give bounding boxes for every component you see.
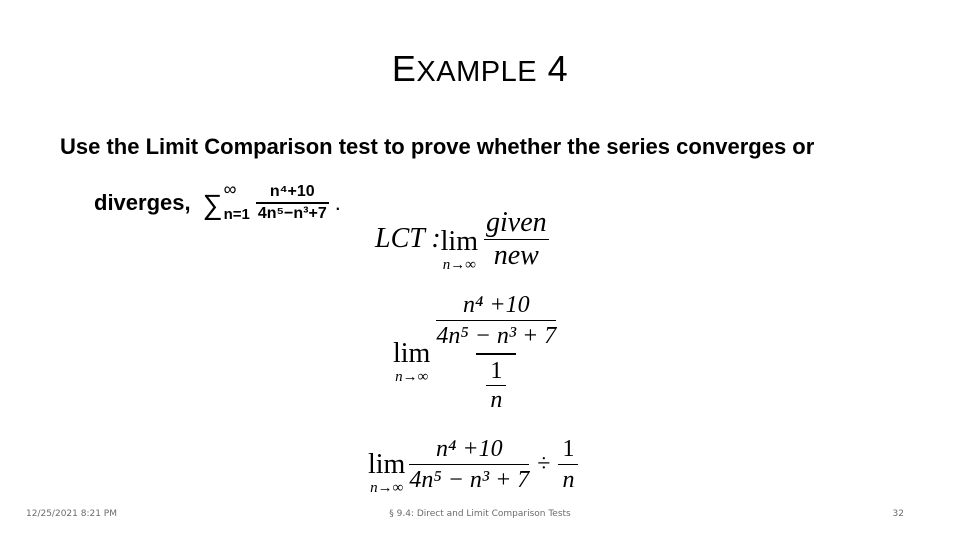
- lim-word: lim: [440, 226, 478, 257]
- numerator: n⁴ +10: [463, 292, 530, 318]
- divide-sign: ÷: [537, 450, 551, 477]
- lower-fraction: [486, 357, 506, 414]
- lim-word: lim: [393, 338, 431, 369]
- lim-operator: [368, 450, 405, 496]
- title-number: 4: [537, 48, 569, 89]
- numerator: n⁴ +10: [436, 435, 503, 462]
- title-initial: E: [391, 48, 417, 89]
- period: .: [334, 190, 341, 215]
- denominator: 4n⁵ − n³ + 7: [409, 466, 530, 493]
- series-denominator: 4n⁵−n³+7: [257, 205, 327, 222]
- sigma-symbol: ∑: [202, 189, 223, 220]
- footer-page-number: 32: [892, 509, 904, 519]
- division-fraction: [409, 434, 529, 495]
- one-numerator: 1: [562, 435, 575, 462]
- n-denominator: n: [562, 466, 575, 493]
- title-rest: XAMPLE: [416, 56, 538, 88]
- given-text: given: [485, 206, 547, 238]
- lim-subscript: n→∞: [395, 369, 429, 385]
- series-numerator: n⁴+10: [269, 183, 315, 200]
- lower-n: n: [490, 387, 503, 413]
- complex-fraction-expression: [393, 290, 556, 414]
- series-fraction: [256, 182, 329, 224]
- new-text: new: [493, 239, 539, 271]
- sigma-upper: ∞: [223, 179, 237, 199]
- sigma-limits: [223, 179, 250, 223]
- lct-expression: [375, 205, 549, 273]
- lim-word: lim: [368, 449, 406, 480]
- lim-operator: [393, 339, 430, 385]
- complex-fraction: [436, 290, 556, 414]
- problem-lead: diverges,: [94, 190, 191, 215]
- division-expression: [368, 432, 578, 496]
- lim-operator: [441, 227, 478, 273]
- one-over-n: [558, 434, 578, 495]
- footer-datetime: 12/25/2021 8:21 PM: [26, 509, 117, 519]
- slide-title: [0, 48, 960, 90]
- lim-subscript: n→∞: [442, 257, 476, 273]
- upper-fraction: [436, 290, 556, 351]
- main-fraction-bar: [476, 353, 516, 355]
- denominator: 4n⁵ − n³ + 7: [436, 323, 557, 349]
- problem-line-2: [94, 179, 341, 224]
- sigma-lower: n=1: [223, 206, 250, 223]
- problem-line-1: Use the Limit Comparison test to prove whether the series converges or: [60, 134, 815, 159]
- lim-subscript: n→∞: [370, 480, 404, 496]
- footer-section: § 9.4: Direct and Limit Comparison Tests: [389, 509, 571, 519]
- lct-label: LCT :: [375, 223, 441, 254]
- lower-one: 1: [490, 358, 503, 384]
- given-over-new: [484, 207, 549, 272]
